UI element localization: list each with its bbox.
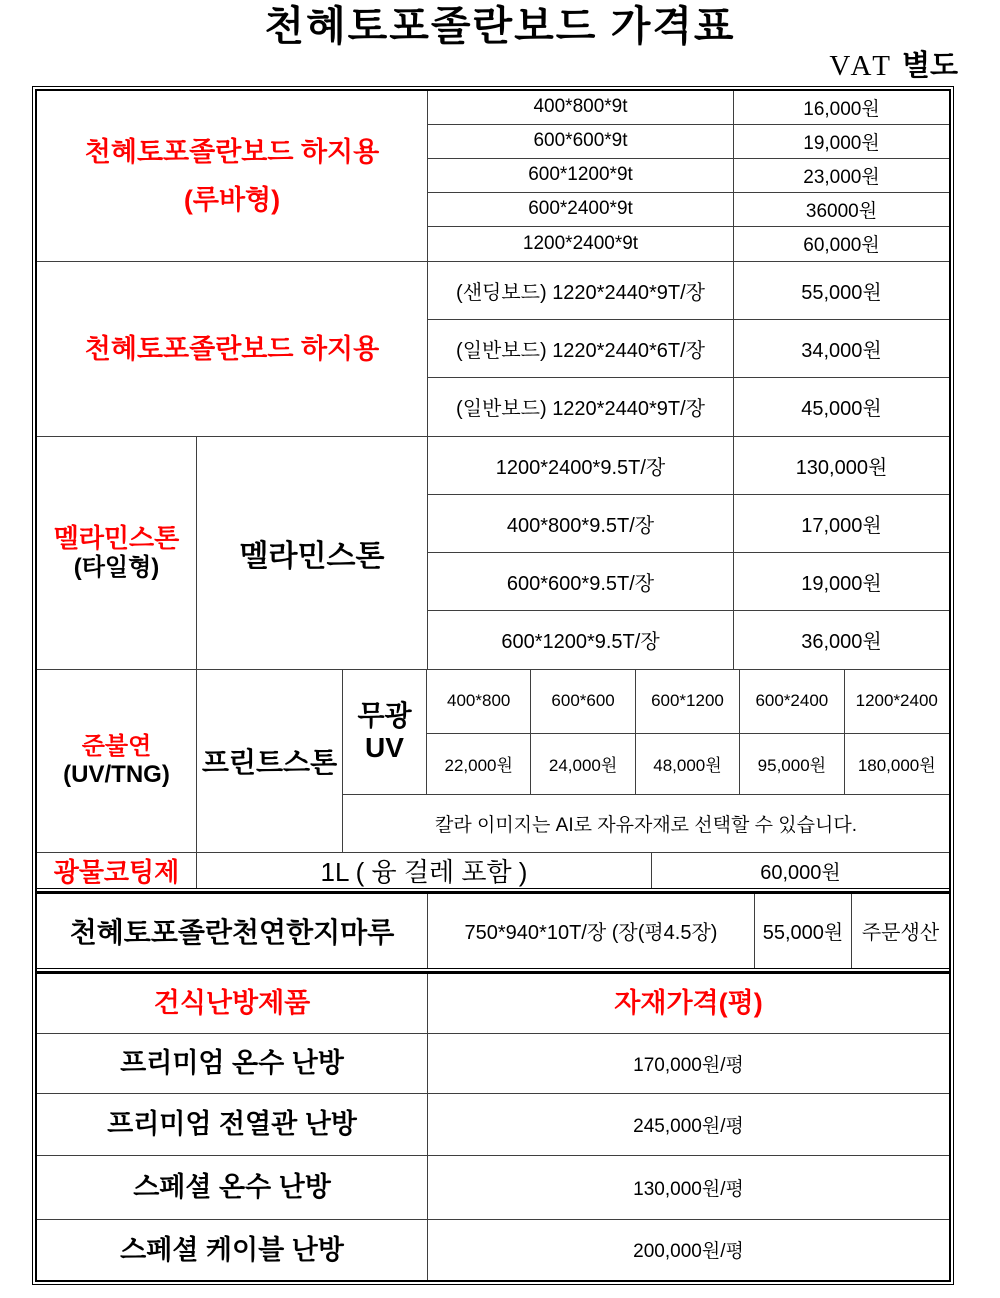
ruba-price-4: 60,000원 (803, 235, 880, 257)
category-ruba-line2: (루바형) (183, 184, 281, 215)
hanji-label: 천혜토포졸란천연한지마루 (37, 894, 428, 968)
hanji-price: 55,000원 (755, 894, 852, 968)
coating-price: 60,000원 (760, 861, 841, 884)
melamine-price-3: 36,000원 (801, 631, 882, 654)
melamine-sub-label (197, 437, 428, 669)
haji-size-2: (일반보드) 1220*2440*9T/장 (428, 378, 734, 436)
melamine-size-2: 600*600*9.5T/장 (428, 553, 734, 611)
section-dry-heating (37, 974, 949, 1280)
ruba-size-2: 600*1200*9t (428, 159, 734, 193)
melamine-price-1: 17,000원 (734, 495, 949, 553)
haji-size-0: (샌딩보드) 1220*2440*9T/장 (428, 262, 734, 320)
melamine-sub-label-text: 멜라민스톤 (239, 539, 385, 573)
uv-finish-line2: UV (365, 731, 404, 763)
heating-header-product: 건식난방제품 (37, 974, 428, 1034)
melamine-price-2: 19,000원 (734, 553, 949, 611)
category-uv-tng (37, 670, 197, 852)
heating-price-3: 200,000원/평 (633, 1241, 744, 1263)
category-haji-board (37, 262, 428, 436)
uv-price-1: 24,000원 (531, 734, 635, 795)
vat-note-ko: 별도 (901, 50, 958, 83)
section-hanji-floor (37, 894, 949, 968)
uv-price-3: 95,000원 (740, 734, 844, 795)
ruba-price-0: 16,000원 (734, 91, 949, 125)
category-ruba-board (37, 91, 428, 261)
coating-spec: 1L ( 융 걸레 포함 ) (197, 853, 652, 888)
section-melamine-stone (37, 437, 949, 670)
melamine-price-0: 130,000원 (734, 437, 949, 495)
category-ruba-line1: 천혜토포졸란보드 하지용 (84, 136, 380, 167)
ruba-size-4: 1200*2400*9t (428, 227, 734, 261)
section-ruba-board (37, 91, 949, 262)
coating-label: 광물코팅제 (37, 853, 197, 888)
haji-size-1: (일반보드) 1220*2440*6T/장 (428, 320, 734, 378)
uv-color-note: 칼라 이미지는 AI로 자유자재로 선택할 수 있습니다. (434, 814, 857, 836)
ruba-price-3: 36000원 (734, 193, 949, 227)
uv-finish-line1: 무광 (357, 699, 412, 731)
heating-header-price: 자재가격(평) (428, 974, 949, 1034)
page-title: 천혜토포졸란보드 가격표 (264, 3, 736, 49)
uv-material-label (197, 670, 343, 852)
haji-price-0: 55,000원 (734, 262, 949, 320)
ruba-price-2: 23,000원 (734, 159, 949, 193)
heating-price-0: 170,000원/평 (428, 1034, 949, 1094)
uv-size-2: 600*1200 (636, 670, 740, 734)
ruba-price-1: 19,000원 (734, 125, 949, 159)
price-table-inner (35, 89, 951, 1282)
uv-size-1: 600*600 (531, 670, 635, 734)
heating-name-2: 스페셜 온수 난방 (37, 1156, 428, 1220)
ruba-size-3: 600*2400*9t (428, 193, 734, 227)
vat-note (0, 51, 958, 83)
uv-price-4: 180,000원 (845, 734, 949, 795)
ruba-size-1: 600*600*9t (428, 125, 734, 159)
melamine-size-3: 600*1200*9.5T/장 (428, 611, 734, 669)
heating-price-1: 245,000원/평 (428, 1094, 949, 1156)
uv-size-4: 1200*2400 (845, 670, 949, 734)
section-uv-tng (37, 670, 949, 853)
uv-finish-label (343, 670, 427, 795)
heating-name-3: 스페셜 케이블 난방 (37, 1220, 428, 1280)
hanji-order-type: 주문생산 (861, 922, 940, 945)
haji-price-1: 34,000원 (734, 320, 949, 378)
ruba-size-0: 400*800*9t (428, 91, 734, 125)
category-haji-label: 천혜토포졸란보드 하지용 (84, 333, 380, 364)
price-table (32, 86, 954, 1285)
heating-name-1: 프리미엄 전열관 난방 (37, 1094, 428, 1156)
section-haji-board (37, 262, 949, 437)
uv-size-0: 400*800 (427, 670, 531, 734)
melamine-size-1: 400*800*9.5T/장 (428, 495, 734, 553)
uv-size-3: 600*2400 (740, 670, 844, 734)
melamine-size-0: 1200*2400*9.5T/장 (428, 437, 734, 495)
heating-name-0: 프리미엄 온수 난방 (37, 1034, 428, 1094)
category-melamine-line1: 멜라민스톤 (53, 523, 180, 554)
haji-price-2: 45,000원 (801, 398, 882, 421)
category-melamine-line2: (타일형) (73, 554, 160, 582)
uv-price-2: 48,000원 (636, 734, 740, 795)
category-melamine (37, 437, 197, 669)
section-mineral-coating (37, 853, 949, 888)
hanji-spec: 750*940*10T/장 (장(평4.5장) (428, 894, 755, 968)
category-uv-line1: 준불연 (81, 733, 152, 761)
uv-material-text: 프린트스톤 (201, 746, 338, 778)
vat-note-en: VAT (829, 50, 894, 83)
category-uv-line2: (UV/TNG) (63, 760, 170, 788)
heating-price-2: 130,000원/평 (428, 1156, 949, 1220)
uv-price-0: 22,000원 (427, 734, 531, 795)
